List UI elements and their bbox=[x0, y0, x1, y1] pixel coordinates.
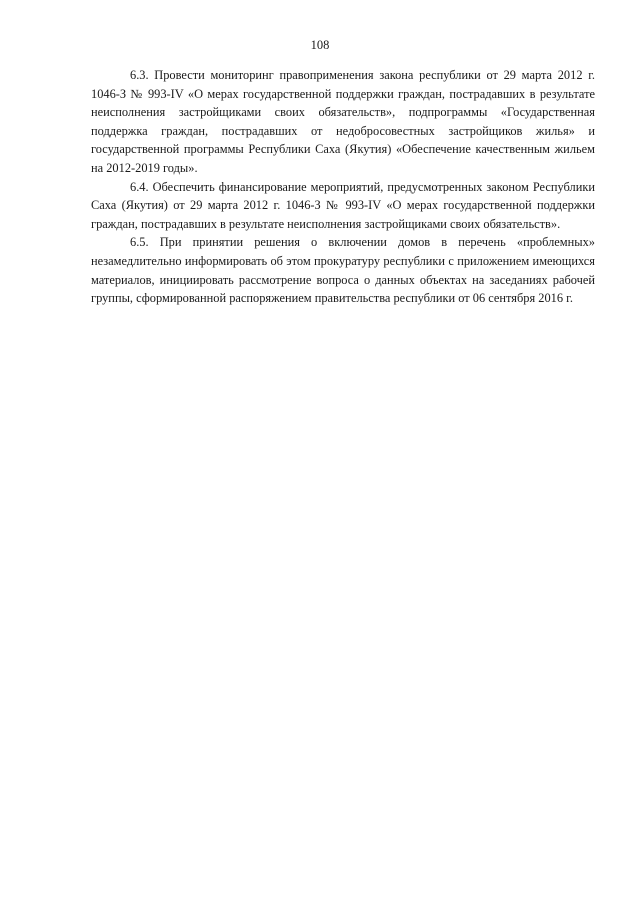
page-number: 108 bbox=[310, 38, 330, 52]
paragraph-6-5: 6.5. При принятии решения о включении домов в перечень «проблемных» незамедлительно информировать об этом прокуратуру республики с приложением имеющихся материалов, инициировать рассмотрение вопроса о данных объектах на заседаниях рабочей группы, сформированной распоряжением правительства республики от 06 сентября 2016 г. bbox=[91, 235, 595, 306]
paragraph-6-3: 6.3. Провести мониторинг правоприменения закона республики от 29 марта 2012 г. 1046-З № 993-IV «О мерах государственной поддержки граждан, пострадавших в результате неисполнения застройщиками своих обязательств», подпрограммы «Государственная поддержка граждан, пострадавших от недобросовестных застройщиков жилья» и государственной программы Республики Саха (Якутия) «Обеспечение качественным жильем на 2012-2019 годы». bbox=[91, 68, 595, 175]
document-body bbox=[91, 66, 595, 308]
paragraph-6-4: 6.4. Обеспечить финансирование мероприятий, предусмотренных законом Республики Саха (Якутия) от 29 марта 2012 г. 1046-З № 993-IV «О мерах государственной поддержки граждан, пострадавших в результате неисполнения застройщиками своих обязательств». bbox=[91, 179, 595, 231]
